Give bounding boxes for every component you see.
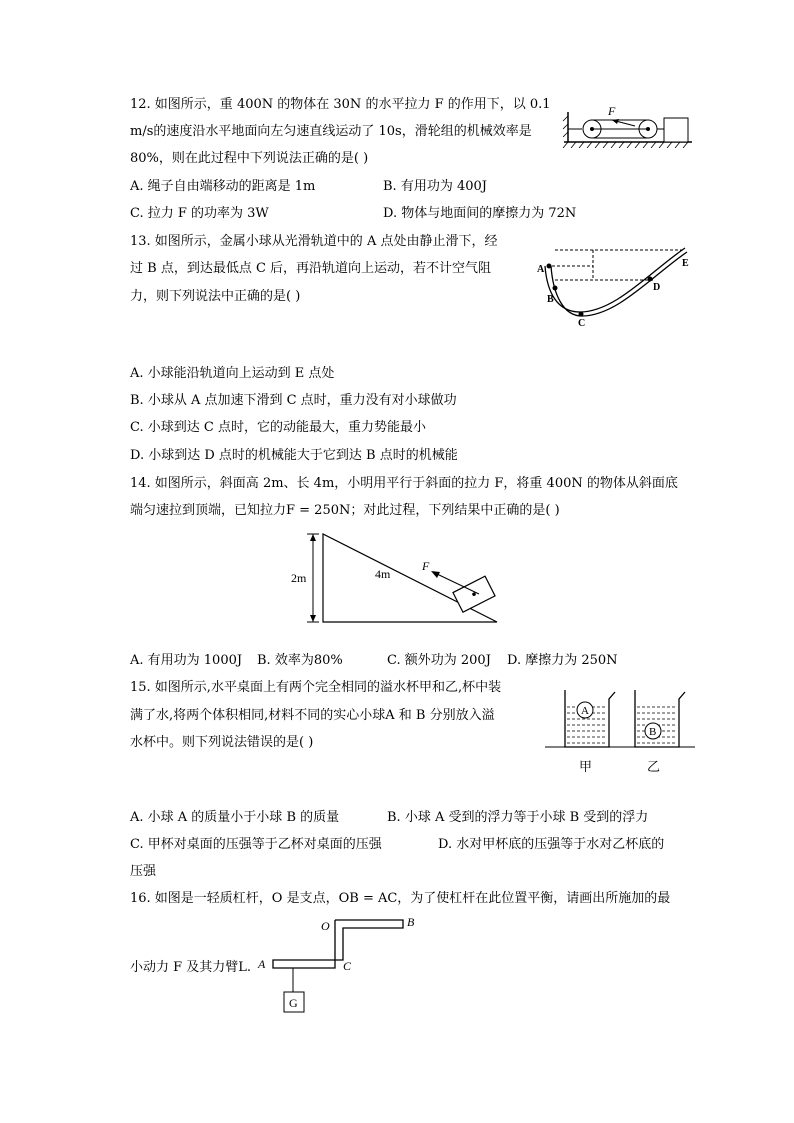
q13-line1: 13. 如图所示，金属小球从光滑轨道中的 A 点处由静止滑下，经 <box>130 234 498 249</box>
incline-length-label: 4m <box>375 567 391 581</box>
q12-line1: 12. 如图所示，重 400N 的物体在 30N 的水平拉力 F 的作用下，以 0.1 <box>130 97 551 112</box>
incline-diagram <box>285 528 510 628</box>
q12-option-a: A. 绳子自由端移动的距离是 1m <box>130 179 316 194</box>
point-a-label: A <box>537 264 545 275</box>
q13-option-c: C. 小球到达 C 点时，它的动能最大，重力势能最小 <box>130 420 426 435</box>
point-c-lever-label: C <box>343 959 352 973</box>
q15-option-a: A. 小球 A 的质量小于小球 B 的质量 <box>130 810 340 825</box>
incline-force-label: F <box>422 559 430 573</box>
q12-line3: 80%，则在此过程中下列说法正确的是( ) <box>130 151 369 166</box>
q14-option-d: D. 摩擦力为 250N <box>507 653 618 668</box>
q13-line3: 力，则下列说法中正确的是( ) <box>130 289 301 304</box>
incline-height-label: 2m <box>291 571 307 585</box>
point-a-lever-label: A <box>258 957 266 971</box>
q12-option-c: C. 拉力 F 的功率为 3W <box>130 206 269 221</box>
q15-line1: 15. 如图所示,水平桌面上有两个完全相同的溢水杯甲和乙,杯中装 <box>130 680 502 695</box>
q16-line2: 小动力 F 及其力臂L. <box>130 960 252 975</box>
q14-option-b: B. 效率为80% <box>257 653 343 668</box>
point-b-lever-label: B <box>407 915 415 929</box>
pulley-diagram <box>560 100 695 150</box>
q13-option-b: B. 小球从 A 点加速下滑到 C 点时，重力没有对小球做功 <box>130 393 457 408</box>
q13-option-a: A. 小球能沿轨道向上运动到 E 点处 <box>130 366 335 381</box>
q14-option-a: A. 有用功为 1000J <box>130 653 243 668</box>
q15-line2: 满了水,将两个体积相同,材料不同的实心小球A 和 B 分别放入溢 <box>130 708 495 723</box>
q14-line1: 14. 如图所示，斜面高 2m、长 4m，小明用平行于斜面的拉力 F，将重 400N 的物体从斜面底 <box>130 476 678 491</box>
q15-line3: 水杯中。则下列说法错误的是( ) <box>130 735 314 750</box>
q12-line2: m/s的速度沿水平地面向左匀速直线运动了 10s，滑轮组的机械效率是 <box>130 124 532 139</box>
q15-option-d-line2: 压强 <box>130 864 157 879</box>
point-c-label: C <box>578 318 586 327</box>
q12-option-d: D. 物体与地面间的摩擦力为 72N <box>383 206 577 221</box>
overflow-cups-diagram <box>543 685 698 775</box>
q16-line1: 16. 如图是一轻质杠杆，O 是支点，OB = AC，为了使杠杆在此位置平衡，请画出所施加的最 <box>130 891 671 906</box>
q12-option-b: B. 有用功为 400J <box>383 179 487 194</box>
q13-line2: 过 B 点，到达最低点 C 后，再沿轨道向上运动，若不计空气阻 <box>130 261 492 276</box>
ball-a-label: A <box>581 705 589 717</box>
q15-option-d-line1: D. 水对甲杯底的压强等于水对乙杯底的 <box>438 837 665 852</box>
q15-option-c: C. 甲杯对桌面的压强等于乙杯对桌面的压强 <box>130 837 382 852</box>
q14-line2: 端匀速拉到顶端，已知拉力F = 250N；对此过程，下列结果中正确的是( ) <box>130 503 560 518</box>
q13-option-d: D. 小球到达 D 点时的机械能大于它到达 B 点时的机械能 <box>130 448 458 463</box>
pivot-o-label: O <box>321 919 330 933</box>
cup-yi-label: 乙 <box>647 759 661 774</box>
q15-option-b: B. 小球 A 受到的浮力等于小球 B 受到的浮力 <box>387 810 649 825</box>
point-d-label: D <box>653 282 661 293</box>
track-diagram <box>535 232 690 327</box>
ball-b-label: B <box>649 726 657 738</box>
weight-g-label: G <box>289 996 298 1010</box>
pulley-force-label: F <box>608 104 616 118</box>
point-b-label: B <box>547 294 554 305</box>
lever-diagram <box>255 912 425 1022</box>
q14-option-c: C. 额外功为 200J <box>387 653 491 668</box>
point-e-label: E <box>682 258 689 269</box>
cup-jia-label: 甲 <box>579 759 593 774</box>
